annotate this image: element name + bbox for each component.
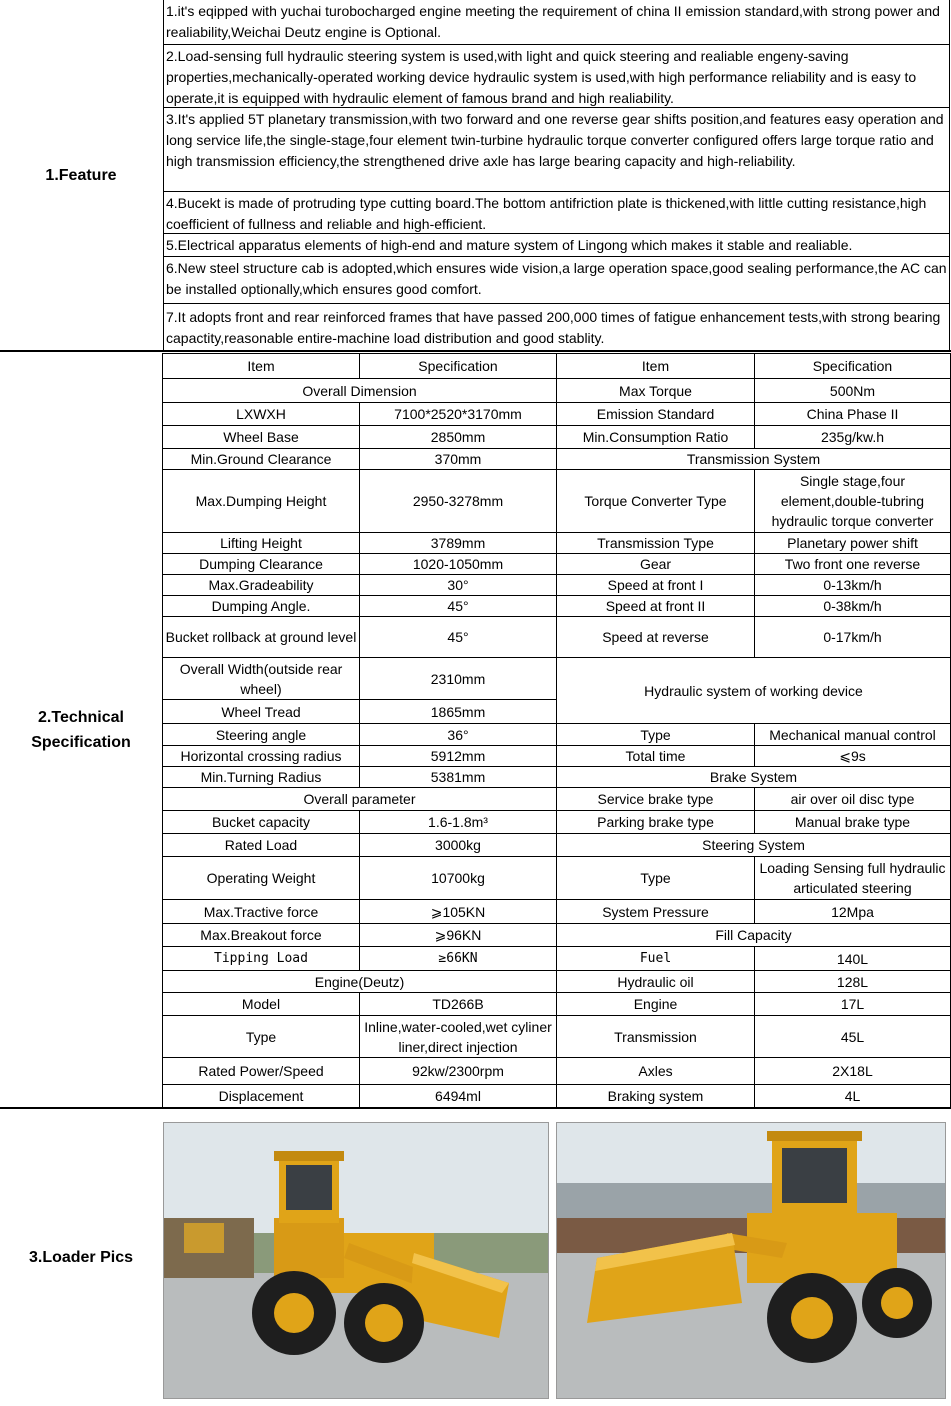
hydraulic-working-device-heading: Hydraulic system of working device xyxy=(557,658,951,724)
spec-value: 2850mm xyxy=(360,426,557,449)
spec-value: 3000kg xyxy=(360,834,557,857)
spec-label: Braking system xyxy=(557,1085,755,1108)
spec-label: Max.Gradeability xyxy=(163,575,360,596)
spec-value: Two front one reverse xyxy=(755,554,951,575)
header-item-left: Item xyxy=(163,354,360,379)
spec-label: Gear xyxy=(557,554,755,575)
spec-value: 30° xyxy=(360,575,557,596)
spec-label: Steering angle xyxy=(163,724,360,746)
spec-value: Manual brake type xyxy=(755,811,951,834)
spec-value: 45° xyxy=(360,617,557,658)
spec-label: Min.Consumption Ratio xyxy=(557,426,755,449)
feature-item-6: 6.New steel structure cab is adopted,which ensures wide vision,a large operation space,good sealing performance,the AC can be installed optionally,which ensures good comfort. xyxy=(163,257,949,304)
header-item-right: Item xyxy=(557,354,755,379)
feature-item-2: 2.Load-sensing full hydraulic steering system is used,with light and quick steering and realiable engeny-saving properties,mechanically-operated working device hydraulic system is used,with high performance reliability and is easy to operate,it is equipped with hydraulic element of famous brand and high realiability. xyxy=(163,45,949,108)
spec-value: 0-13km/h xyxy=(755,575,951,596)
spec-value: 10700kg xyxy=(360,857,557,900)
spec-value: 2310mm xyxy=(360,658,557,700)
spec-value: China Phase II xyxy=(755,403,951,426)
brake-system-heading: Brake System xyxy=(557,767,951,788)
pics-section-label: 3.Loader Pics xyxy=(28,1249,134,1266)
technical-section-label: 2.Technical Specification xyxy=(31,709,131,751)
engine-deutz-heading: Engine(Deutz) xyxy=(163,971,557,993)
spec-label: Axles xyxy=(557,1058,755,1085)
spec-label: Service brake type xyxy=(557,788,755,811)
spec-value: 92kw/2300rpm xyxy=(360,1058,557,1085)
feature-item-3: 3.It's applied 5T planetary transmission,with two forward and one reverse gear shifts position,and features easy operation and long service life,the single-stage,four element twin-turbine hydraulic torque converter configured offers large torque ratio and high transmission efficiency,the strengthened drive axle has large bearing capacity and high-reliability. xyxy=(163,108,949,192)
steering-system-heading: Steering System xyxy=(557,834,951,857)
spec-label: Displacement xyxy=(163,1085,360,1108)
spec-value: 5381mm xyxy=(360,767,557,788)
spec-label: Model xyxy=(163,993,360,1016)
spec-value: 0-17km/h xyxy=(755,617,951,658)
spec-label: Rated Power/Speed xyxy=(163,1058,360,1085)
spec-label: Max Torque xyxy=(557,379,755,403)
spec-value: 1865mm xyxy=(360,700,557,724)
spec-value: 370mm xyxy=(360,449,557,470)
spec-value: 128L xyxy=(755,971,951,993)
spec-label: Max.Breakout force xyxy=(163,924,360,947)
spec-value: 1020-1050mm xyxy=(360,554,557,575)
spec-value: ⩾105KN xyxy=(360,900,557,924)
header-spec-left: Specification xyxy=(360,354,557,379)
spec-value: ≥66KN xyxy=(360,947,557,971)
spec-label: Fuel xyxy=(557,947,755,971)
spec-label: Torque Converter Type xyxy=(557,470,755,533)
spec-value: TD266B xyxy=(360,993,557,1016)
spec-value: 235g/kw.h xyxy=(755,426,951,449)
spec-value: 2X18L xyxy=(755,1058,951,1085)
spec-value: 5912mm xyxy=(360,746,557,767)
feature-item-1: 1.it's eqipped with yuchai turobocharged engine meeting the requirement of china II emission standard,with strong power and realiability,Weichai Deutz engine is Optional. xyxy=(163,0,949,45)
spec-value: 3789mm xyxy=(360,533,557,554)
spec-value: 12Mpa xyxy=(755,900,951,924)
spec-label: Hydraulic oil xyxy=(557,971,755,993)
loader-illustration-right xyxy=(557,1123,946,1399)
feature-section-label: 1.Feature xyxy=(45,167,117,184)
spec-value: 45L xyxy=(755,1016,951,1058)
spec-value: Mechanical manual control xyxy=(755,724,951,746)
spec-label: Overall Width(outside rear wheel) xyxy=(163,658,360,700)
spec-value: 0-38km/h xyxy=(755,596,951,617)
spec-value: ⩽9s xyxy=(755,746,951,767)
spec-label: System Pressure xyxy=(557,900,755,924)
spec-value: Single stage,four element,double-tubring hydraulic torque converter xyxy=(755,470,951,533)
feature-item-4: 4.Bucekt is made of protruding type cutting board.The bottom antifriction plate is thickened,with little cutting resistance,high coefficient of fullness and reliable and high-efficient. xyxy=(163,192,949,234)
spec-label: Transmission Type xyxy=(557,533,755,554)
spec-value: Planetary power shift xyxy=(755,533,951,554)
spec-label: Total time xyxy=(557,746,755,767)
spec-value: 45° xyxy=(360,596,557,617)
spec-label: Horizontal crossing radius xyxy=(163,746,360,767)
spec-label: Operating Weight xyxy=(163,857,360,900)
spec-label: Bucket capacity xyxy=(163,811,360,834)
feature-item-5: 5.Electrical apparatus elements of high-end and mature system of Lingong which makes it stable and realiable. xyxy=(163,234,949,257)
spec-value: ⩾96KN xyxy=(360,924,557,947)
spec-value: 6494ml xyxy=(360,1085,557,1108)
spec-label: Speed at front II xyxy=(557,596,755,617)
spec-value: Inline,water-cooled,wet cyliner liner,direct injection xyxy=(360,1016,557,1058)
spec-label: LXWXH xyxy=(163,403,360,426)
header-spec-right: Specification xyxy=(755,354,951,379)
spec-label: Engine xyxy=(557,993,755,1016)
spec-label: Rated Load xyxy=(163,834,360,857)
fill-capacity-heading: Fill Capacity xyxy=(557,924,951,947)
overall-parameter-heading: Overall parameter xyxy=(163,788,557,811)
spec-label: Type xyxy=(557,724,755,746)
spec-label: Wheel Tread xyxy=(163,700,360,724)
spec-value: Loading Sensing full hydraulic articulated steering xyxy=(755,857,951,900)
spec-value: air over oil disc type xyxy=(755,788,951,811)
spec-value: 7100*2520*3170mm xyxy=(360,403,557,426)
spec-table xyxy=(162,353,951,1108)
spec-value: 4L xyxy=(755,1085,951,1108)
spec-label: Dumping Angle. xyxy=(163,596,360,617)
spec-label: Type xyxy=(163,1016,360,1058)
loader-illustration-left xyxy=(164,1123,549,1399)
overall-dimension-heading: Overall Dimension xyxy=(163,379,557,403)
spec-label: Wheel Base xyxy=(163,426,360,449)
spec-label: Tipping Load xyxy=(163,947,360,971)
spec-label: Speed at front I xyxy=(557,575,755,596)
spec-label: Type xyxy=(557,857,755,900)
spec-label: Speed at reverse xyxy=(557,617,755,658)
spec-label: Bucket rollback at ground level xyxy=(163,617,360,658)
spec-value: 1.6-1.8m³ xyxy=(360,811,557,834)
spec-value: 17L xyxy=(755,993,951,1016)
spec-label: Dumping Clearance xyxy=(163,554,360,575)
spec-label: Lifting Height xyxy=(163,533,360,554)
spec-label: Max.Dumping Height xyxy=(163,470,360,533)
transmission-system-heading: Transmission System xyxy=(557,449,951,470)
feature-item-7: 7.It adopts front and rear reinforced frames that have passed 200,000 times of fatigue enhancement tests,with strong bearing capactity,reasonable entire-machine load distribution and good stablity. xyxy=(166,309,941,346)
spec-label: Emission Standard xyxy=(557,403,755,426)
loader-photo-right xyxy=(556,1122,946,1399)
spec-label: Min.Turning Radius xyxy=(163,767,360,788)
spec-value: 500Nm xyxy=(755,379,951,403)
spec-label: Parking brake type xyxy=(557,811,755,834)
spec-label: Min.Ground Clearance xyxy=(163,449,360,470)
spec-value: 36° xyxy=(360,724,557,746)
spec-label: Max.Tractive force xyxy=(163,900,360,924)
spec-value: 140L xyxy=(755,947,951,971)
spec-label: Transmission xyxy=(557,1016,755,1058)
spec-value: 2950-3278mm xyxy=(360,470,557,533)
loader-photo-left xyxy=(163,1122,549,1399)
